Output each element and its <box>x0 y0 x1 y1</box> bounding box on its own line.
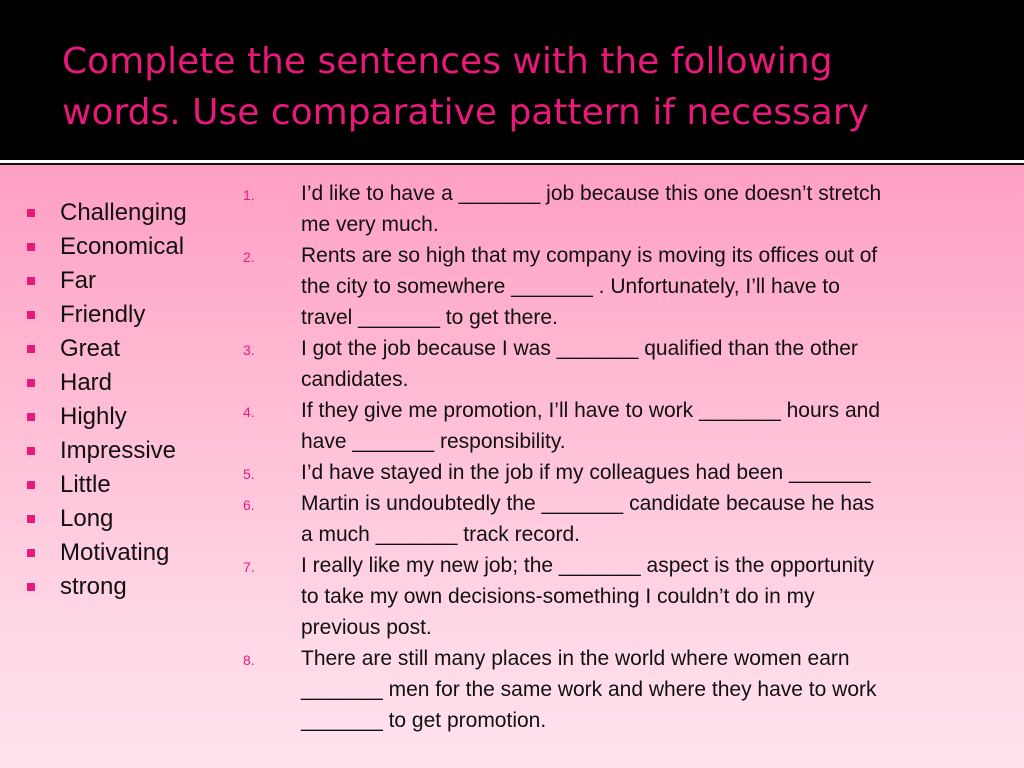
sentence-number: 8. <box>243 652 255 668</box>
word-bank-text: Motivating <box>60 539 170 566</box>
sentence-item <box>238 333 978 395</box>
sentence-number: 6. <box>243 497 255 513</box>
square-bullet-icon <box>27 345 35 353</box>
sentence-item <box>238 643 978 736</box>
square-bullet-icon <box>27 243 35 251</box>
sentence-item <box>238 240 978 333</box>
sentence-text-line: If they give me promotion, I’ll have to work _______ hours and <box>301 399 880 422</box>
square-bullet-icon <box>27 277 35 285</box>
word-bank-text: Hard <box>60 369 113 396</box>
word-bank-item <box>22 502 187 536</box>
sentence-text-line: a much _______ track record. <box>301 523 580 546</box>
sentence-number: 7. <box>243 559 255 575</box>
sentence-text-line: I really like my new job; the _______ aspect is the opportunity <box>301 554 875 577</box>
word-bank-item <box>22 536 187 570</box>
sentence-list <box>238 178 978 736</box>
sentence-text-line: Martin is undoubtedly the _______ candidate because he has <box>301 492 875 515</box>
square-bullet-icon <box>27 549 35 557</box>
word-bank-item <box>22 468 187 502</box>
sentence-text-line: I’d have stayed in the job if my colleagues had been _______ <box>301 461 871 484</box>
word-bank-text: Little <box>60 471 111 498</box>
sentence-text-line: Rents are so high that my company is moving its offices out of <box>301 244 878 267</box>
square-bullet-icon <box>27 481 35 489</box>
square-bullet-icon <box>27 209 35 217</box>
sentence-text-line: to take my own decisions-something I couldn’t do in my <box>301 585 815 608</box>
square-bullet-icon <box>27 515 35 523</box>
sentence-item <box>238 488 978 550</box>
sentence-number: 4. <box>243 404 255 420</box>
sentence-text-line: previous post. <box>301 616 432 639</box>
word-bank-item <box>22 264 187 298</box>
word-bank-item <box>22 400 187 434</box>
square-bullet-icon <box>27 379 35 387</box>
word-bank-text: Friendly <box>60 301 146 328</box>
slide-title-line-2: words. Use comparative pattern if necessary <box>62 92 869 133</box>
sentence-text-line: have _______ responsibility. <box>301 430 566 453</box>
slide-title-line-1: Complete the sentences with the following <box>62 41 833 82</box>
sentence-text-line: _______ men for the same work and where they have to work <box>301 678 877 701</box>
sentence-text-line: candidates. <box>301 368 409 391</box>
square-bullet-icon <box>27 311 35 319</box>
sentence-item <box>238 395 978 457</box>
sentence-number: 5. <box>243 466 255 482</box>
sentence-text-line: travel _______ to get there. <box>301 306 558 329</box>
sentence-item <box>238 550 978 643</box>
word-bank-text: Long <box>60 505 114 532</box>
word-bank-item <box>22 332 187 366</box>
sentence-number: 1. <box>243 187 255 203</box>
square-bullet-icon <box>27 413 35 421</box>
sentence-item <box>238 457 978 488</box>
word-bank-item <box>22 434 187 468</box>
slide-title <box>62 36 1002 138</box>
square-bullet-icon <box>27 447 35 455</box>
sentence-item <box>238 178 978 240</box>
word-bank-item <box>22 298 187 332</box>
sentence-text-line: There are still many places in the world where women earn <box>301 647 850 670</box>
sentence-text-line: I’d like to have a _______ job because this one doesn’t stretch <box>301 182 882 205</box>
sentence-text-line: the city to somewhere _______ . Unfortunately, I’ll have to <box>301 275 840 298</box>
word-bank-item <box>22 366 187 400</box>
word-bank-item <box>22 570 187 604</box>
sentence-text-line: I got the job because I was _______ qualified than the other <box>301 337 858 360</box>
sentence-number: 3. <box>243 342 255 358</box>
word-bank-text: Impressive <box>60 437 177 464</box>
word-bank-text: Far <box>60 267 96 294</box>
word-bank-item <box>22 230 187 264</box>
sentence-number: 2. <box>243 249 255 265</box>
word-bank-item <box>22 196 187 230</box>
square-bullet-icon <box>27 583 35 591</box>
word-bank-text: Economical <box>60 233 185 260</box>
word-bank-text: strong <box>60 573 127 600</box>
word-bank-list <box>22 196 187 604</box>
word-bank-text: Highly <box>60 403 127 430</box>
sentence-text-line: me very much. <box>301 213 439 236</box>
word-bank-text: Challenging <box>60 199 187 226</box>
word-bank-text: Great <box>60 335 121 362</box>
sentence-text-line: _______ to get promotion. <box>301 709 547 732</box>
